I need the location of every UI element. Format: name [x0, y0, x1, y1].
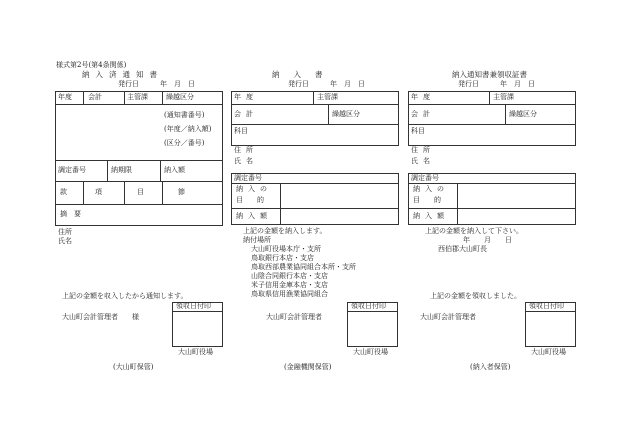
s2-carry: 繰越区分: [332, 110, 360, 118]
s3-footer-text: 上記の金額を領収しました。: [430, 292, 521, 300]
s1-amount: 納入額: [164, 166, 185, 174]
s1-note-year: (年度／納入額): [164, 125, 212, 133]
s1-carry: 繰越区分: [166, 93, 194, 101]
s2-place-3: 鳥取西部農業協同組合本所・支所: [251, 263, 356, 271]
s1-address: 住所: [58, 228, 72, 236]
s2-purpose-1: 納入の: [236, 185, 272, 193]
s3-adj-no: 調定番号: [411, 174, 439, 182]
s2-keep: (金融機関保管): [284, 363, 332, 371]
s3-account: 会計: [411, 110, 435, 118]
s1-signer: 大山町会計管理者 様: [62, 313, 139, 321]
s3-purpose-1: 納入の: [413, 185, 449, 193]
s1-year: 年度: [58, 93, 72, 101]
s1-moku: 目: [137, 188, 144, 196]
s2-town: 大山町役場: [353, 348, 388, 356]
s3-signer: 大山町会計管理者: [420, 313, 476, 321]
s1-summary: 摘 要: [60, 210, 81, 218]
s2-signer: 大山町会計管理者: [266, 313, 322, 321]
s2-purpose-2: 目的: [236, 196, 278, 204]
s1-kan: 款: [60, 188, 67, 196]
s1-adj-no: 調定番号: [58, 166, 86, 174]
s2-place-1: 大山町役場本庁・支所: [251, 245, 321, 253]
s3-town: 大山町役場: [531, 348, 566, 356]
form-id: 様式第2号(第4条関係): [56, 61, 127, 69]
s1-note-class: (区分／番号): [164, 139, 205, 147]
s1-stamp-label: 領収日付印: [176, 302, 211, 310]
s2-place-5: 米子信用金庫本店・支店: [251, 281, 328, 289]
s3-subject: 科目: [411, 127, 425, 135]
s1-footer-text: 上記の金額を収入したから通知します。: [62, 292, 188, 300]
s1-due: 納期限: [111, 166, 132, 174]
s2-amount: 納入額: [236, 212, 272, 220]
s2-place-2: 鳥取銀行本店・支店: [251, 254, 314, 262]
s2-adj-no: 調定番号: [234, 174, 262, 182]
s1-town: 大山町役場: [178, 348, 213, 356]
section1-title: 納入済通知書: [82, 70, 163, 79]
s3-purpose-2: 目的: [413, 196, 455, 204]
s3-carry: 繰越区分: [509, 110, 537, 118]
s3-year: 年度: [411, 93, 435, 101]
s2-place-label: 納付場所: [243, 236, 271, 244]
s3-address: 住所: [411, 146, 435, 154]
s3-stamp-label: 領収日付印: [529, 302, 564, 310]
s2-address: 住所: [234, 146, 258, 154]
s1-dept: 主管課: [127, 93, 148, 101]
s1-kou: 項: [95, 188, 102, 196]
s2-year: 年度: [234, 93, 258, 101]
s2-subject: 科目: [234, 127, 248, 135]
s3-body-text: 上記の金額を納入して下さい。: [425, 227, 523, 235]
s2-account: 会計: [234, 110, 258, 118]
s2-place-6: 鳥取県信用漁業協同組合: [251, 290, 328, 298]
s3-keep: (納入者保管): [470, 363, 511, 371]
s1-note-number: (通知書番号): [164, 111, 205, 119]
section3-title: 納入通知書兼領収証書: [452, 70, 527, 79]
s3-dept: 主管課: [493, 93, 514, 101]
s2-body-text: 上記の金額を納入します。: [243, 227, 327, 235]
s2-name: 氏名: [234, 157, 258, 165]
s2-stamp-label: 領収日付印: [351, 302, 386, 310]
s1-setsu: 節: [178, 188, 185, 196]
section1-issue-date: 発行日 年 月 日: [118, 80, 195, 88]
s1-name: 氏名: [58, 237, 72, 245]
s3-mayor: 西伯郡大山町長: [438, 245, 487, 253]
section2-issue-date: 発行日 年 月 日: [288, 80, 365, 88]
s3-date2: 年 月 日: [463, 236, 512, 244]
s2-place-4: 山陰合同銀行本店・支店: [251, 272, 328, 280]
section3-issue-date: 発行日 年 月 日: [458, 80, 535, 88]
s2-dept: 主管課: [317, 93, 338, 101]
s3-amount: 納入額: [413, 212, 449, 220]
section2-title: 納入書: [272, 70, 337, 79]
s1-keep: (大山町保管): [113, 363, 154, 371]
s1-account: 会計: [88, 93, 102, 101]
s3-name: 氏名: [411, 157, 435, 165]
